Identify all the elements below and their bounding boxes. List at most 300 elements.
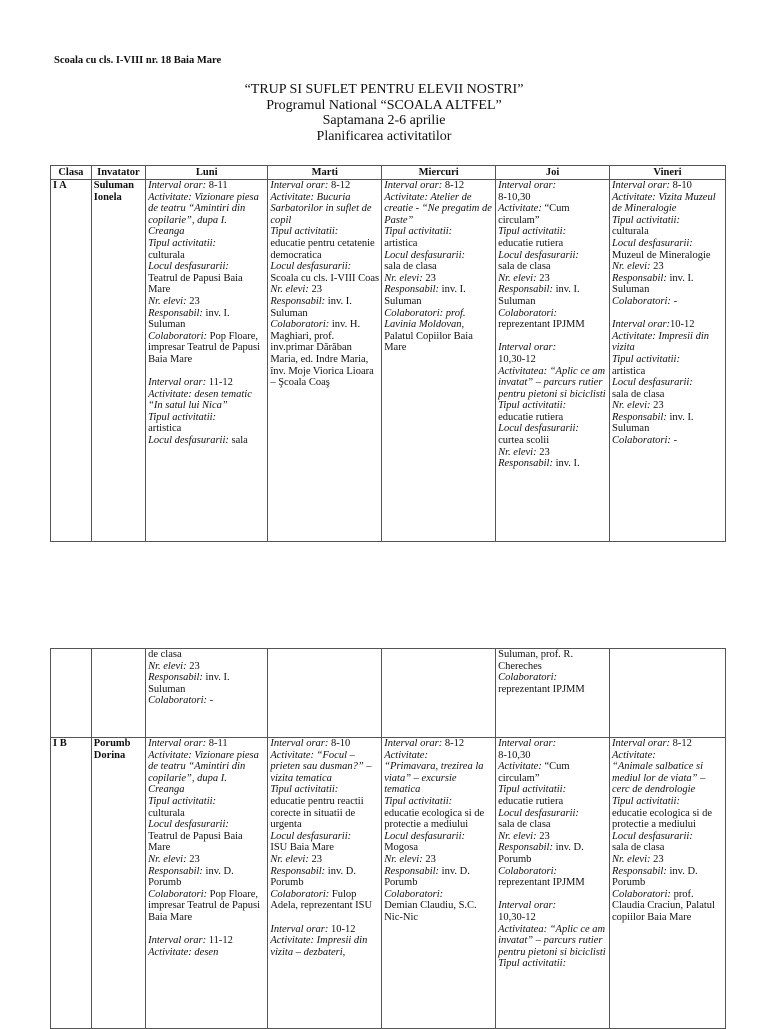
field-label: Colaboratori: <box>384 888 444 900</box>
activity-line <box>270 180 379 192</box>
field-label: Interval orar: <box>612 738 671 749</box>
cell-vineri <box>610 180 726 542</box>
field-value: 23 <box>650 261 664 273</box>
cell-invatator <box>91 180 145 542</box>
activity-line <box>498 203 607 226</box>
field-label: Activitate: Atelier de creatie - “Ne pregatim de Paste” <box>384 191 492 226</box>
field-label: Interval orar: <box>498 900 557 912</box>
activity-line <box>148 831 265 854</box>
activity-line <box>612 738 723 750</box>
activity-line <box>384 250 493 262</box>
field-label: Tipul activitatii: <box>612 214 680 226</box>
activity-line <box>270 273 379 285</box>
field-value: educatie pentru cetatenie democratica <box>270 237 375 261</box>
activity-line <box>384 284 493 307</box>
field-value: “Cum circulam” <box>498 761 570 784</box>
field-value: - <box>207 695 214 707</box>
field-label: Nr. elevi: <box>612 853 651 865</box>
field-value: inv. I. Suluman <box>612 272 694 296</box>
activity-line <box>498 284 607 307</box>
field-label: Tipul activitatii: <box>148 795 217 807</box>
activity-line <box>498 796 607 808</box>
field-label: Colaboratori: <box>498 865 558 877</box>
column-header-joi: Joi <box>496 166 610 180</box>
activity-line <box>270 831 379 843</box>
activity-line <box>384 750 493 762</box>
teacher-name-line: Dorina <box>93 749 126 761</box>
field-label: Locul desfasurarii: <box>612 830 693 842</box>
field-label: Activitate: Vizita Muzeul de Mineralogie <box>612 191 716 215</box>
cell-invatator <box>91 649 145 738</box>
activity-line <box>498 319 607 331</box>
program-title: “TRUP SI SUFLET PENTRU ELEVII NOSTRI” <box>244 82 524 97</box>
activity-line <box>270 738 379 750</box>
activity-line <box>270 866 379 889</box>
field-label: Tipul activitatii: <box>270 226 339 238</box>
line-gap <box>148 366 265 378</box>
activity-line <box>612 400 723 412</box>
field-value: 8-12 <box>670 738 692 749</box>
field-label: Activitate: Impresii din vizita – dezbateri, <box>270 935 368 958</box>
field-label: Interval orar: <box>612 319 671 331</box>
field-label: Colaboratori: <box>148 888 208 900</box>
activity-line <box>270 842 379 854</box>
field-value: Suluman, prof. R. Chereches <box>498 649 574 672</box>
field-value: educatie ecologica si de protectie a mediului <box>384 807 485 831</box>
field-label: Tipul activitatii: <box>384 226 453 238</box>
activity-line <box>498 819 607 831</box>
field-value: Muzeul de Mineralogie <box>612 249 711 261</box>
field-label: Activitate: <box>384 749 428 761</box>
field-label: Interval orar: <box>270 923 329 935</box>
cell-miercuri <box>382 738 496 1029</box>
activity-line <box>270 226 379 238</box>
activity-line <box>612 331 723 354</box>
activity-line <box>612 192 723 215</box>
activity-line <box>612 296 723 308</box>
table-header-row <box>51 166 726 180</box>
field-label: Responsabil: <box>498 842 553 854</box>
activity-line <box>270 924 379 936</box>
field-label: Responsabil: <box>148 307 203 319</box>
activity-line <box>498 192 607 204</box>
activity-line <box>612 866 723 889</box>
field-label: Activitatea: “Aplic ce am invatat” – parcurs rutier pentru pietoni si biciclisti <box>498 923 606 958</box>
field-label: Colaboratori: <box>270 888 330 900</box>
activity-line <box>498 238 607 250</box>
cell-luni <box>146 180 268 542</box>
activity-line <box>384 761 493 796</box>
field-value: Mogosa <box>384 842 419 854</box>
activity-line <box>498 250 607 262</box>
column-header-invatator: Invatator <box>91 166 145 180</box>
field-value: culturala <box>612 226 649 238</box>
field-value: 8-10,30 <box>498 191 531 203</box>
field-value: sala de clasa <box>612 388 665 400</box>
field-value: “Cum circulam” <box>498 203 570 226</box>
activity-line <box>148 649 265 661</box>
field-value: inv. D. Porumb <box>612 865 698 889</box>
activity-line <box>612 377 723 389</box>
activity-line <box>612 215 723 227</box>
field-label: Nr. elevi: <box>148 295 187 307</box>
field-value: artistica <box>384 237 418 249</box>
field-label: Activitate: “Focul – prieten sau dusman?” –vizita tematica <box>270 749 372 784</box>
activity-line <box>498 784 607 796</box>
line-gap <box>498 331 607 343</box>
activity-line <box>148 738 265 750</box>
activity-line <box>612 261 723 273</box>
activity-line <box>148 808 265 820</box>
program-subtitle: Programul National “SCOALA ALTFEL” <box>266 97 502 113</box>
field-value: inv. D. Porumb <box>498 842 584 865</box>
activity-line <box>612 238 723 250</box>
field-value: artistica <box>612 365 646 377</box>
activity-line <box>498 354 607 366</box>
week-label: Saptamana 2-6 aprilie <box>322 113 446 128</box>
activity-line <box>612 250 723 262</box>
field-label: Responsabil: <box>148 865 203 877</box>
line-gap <box>612 308 723 320</box>
activity-line <box>384 808 493 831</box>
field-label: Tipul activitatii: <box>612 795 680 807</box>
field-value: 23 <box>186 660 200 672</box>
activity-line <box>148 866 265 889</box>
activity-line <box>384 854 493 866</box>
field-value: 8-11 <box>206 738 228 749</box>
activity-line <box>148 889 265 924</box>
field-label: Colaboratori: <box>612 888 671 900</box>
activity-line <box>612 273 723 296</box>
activity-line <box>384 180 493 192</box>
field-label: Interval orar: <box>498 342 557 354</box>
column-header-luni: Luni <box>146 166 268 180</box>
activity-line <box>498 831 607 843</box>
activity-line <box>498 672 607 684</box>
cell-vineri <box>610 649 726 738</box>
field-label: Tipul activitatii: <box>148 237 217 249</box>
field-value: 23 <box>650 853 664 865</box>
column-header-clasa: Clasa <box>51 166 92 180</box>
activity-line <box>498 400 607 412</box>
field-label: Nr. elevi: <box>612 400 651 412</box>
field-label: Responsabil: <box>612 272 667 284</box>
activity-line <box>148 695 265 707</box>
field-label: Colaboratori: <box>270 319 330 331</box>
field-value: 23 <box>536 272 550 284</box>
activity-line <box>270 784 379 796</box>
field-label: Activitatea: “Aplic ce am invatat” – parcurs rutier pentru pietoni si biciclisti <box>498 365 606 400</box>
field-value: inv. I. Suluman <box>384 284 466 307</box>
field-value: Palatul Copiilor Baia Mare <box>384 330 473 354</box>
activity-line <box>498 447 607 459</box>
field-label: Locul desfasurarii: <box>148 819 229 831</box>
field-label: Locul desfasurarii: <box>148 261 229 273</box>
activity-line <box>148 412 265 424</box>
activity-line <box>148 435 265 447</box>
teacher-name-line: Suluman <box>93 180 135 191</box>
activity-line <box>498 958 607 970</box>
activity-line <box>384 889 493 901</box>
activity-line <box>148 672 265 695</box>
activity-line <box>270 261 379 273</box>
activity-line <box>612 842 723 854</box>
activity-line <box>270 284 379 296</box>
line-gap <box>270 912 379 924</box>
activity-line <box>148 192 265 238</box>
field-value: 10,30-12 <box>498 353 536 365</box>
field-label: Interval orar: <box>498 180 557 191</box>
plan-label: Planificarea activitatilor <box>316 128 452 144</box>
activity-line <box>148 947 265 959</box>
field-label: Colaboratori: <box>148 695 208 707</box>
cell-miercuri <box>382 180 496 542</box>
activity-line <box>270 889 379 912</box>
teacher-name-line: Porumb <box>93 738 131 749</box>
activity-line <box>148 273 265 296</box>
activity-line <box>498 308 607 320</box>
field-label: Nr. elevi: <box>612 261 651 273</box>
activity-line <box>612 319 723 331</box>
field-value: ISU Baia Mare <box>270 842 334 854</box>
activity-line <box>498 924 607 959</box>
field-label: Responsabil: <box>498 284 553 296</box>
activity-line <box>270 238 379 261</box>
field-label: Locul desfasurarii: <box>270 830 352 842</box>
cell-invatator <box>91 738 145 1029</box>
field-label: Colaboratori: <box>612 295 671 307</box>
field-value: reprezentant IPJMM <box>498 683 585 695</box>
field-value: 10,30-12 <box>498 911 536 923</box>
field-value: sala de clasa <box>498 261 551 273</box>
cell-joi <box>496 738 610 1029</box>
field-label: Colaboratori: <box>148 330 208 342</box>
activity-line <box>384 226 493 238</box>
activity-line <box>148 423 265 435</box>
field-label: Interval orar: <box>148 935 207 947</box>
activity-line <box>384 900 493 923</box>
activity-line <box>612 854 723 866</box>
field-value: 8-12 <box>328 180 351 191</box>
activity-line <box>270 319 379 389</box>
field-label: Nr. elevi: <box>270 853 309 865</box>
field-value: culturala <box>148 807 185 819</box>
activity-line <box>384 238 493 250</box>
field-value: sala de clasa <box>612 842 665 854</box>
field-label: Nr. elevi: <box>498 830 537 842</box>
field-value: curtea scolii <box>498 435 550 447</box>
field-value: 8-10 <box>670 180 692 191</box>
field-value: Teatrul de Papusi Baia Mare <box>148 830 243 854</box>
field-value: inv. D. Porumb <box>384 865 470 889</box>
activity-line <box>498 808 607 820</box>
field-label: Nr. elevi: <box>384 853 423 865</box>
line-gap <box>498 889 607 901</box>
teacher-name-line: Ionela <box>93 191 122 203</box>
field-value: inv. I. Suluman <box>612 411 694 435</box>
field-label: Locul desfasurarii: <box>384 830 466 842</box>
field-label: Activitate: Impresii din vizita <box>612 330 710 354</box>
cell-clasa: I B <box>51 738 92 1029</box>
cell-marti <box>268 738 382 1029</box>
field-value: reprezentant IPJMM <box>498 877 585 889</box>
field-label: Interval orar: <box>384 738 443 749</box>
field-value: inv. I. Suluman <box>270 295 352 319</box>
cell-luni <box>146 649 268 738</box>
cell-joi <box>496 649 610 738</box>
activity-line <box>498 900 607 912</box>
field-value: 23 <box>186 853 200 865</box>
activity-line <box>384 273 493 285</box>
activity-line <box>270 796 379 831</box>
field-value: - <box>670 435 678 447</box>
line-gap <box>148 924 265 936</box>
activity-line <box>498 684 607 696</box>
column-header-marti: Marti <box>268 166 382 180</box>
activity-line <box>612 366 723 378</box>
cell-clasa <box>51 649 92 738</box>
field-label: Responsabil: <box>498 458 553 470</box>
cell-luni <box>146 738 268 1029</box>
field-label: Interval orar: <box>270 738 329 749</box>
activity-line <box>148 819 265 831</box>
activity-line <box>384 866 493 889</box>
schedule-table-page-2 <box>50 648 726 1029</box>
column-header-vineri: Vineri <box>610 166 726 180</box>
field-label: Nr. elevi: <box>384 272 423 284</box>
field-label: Interval orar: <box>148 738 207 749</box>
field-label: Colaboratori: <box>498 672 558 684</box>
activity-line <box>384 261 493 273</box>
field-label: Tipul activitatii: <box>148 411 217 423</box>
field-label: Activitate: Bucuria Sarbatorilor in suflet de copil <box>270 191 372 226</box>
field-label: Activitate: <box>498 203 542 215</box>
activity-line <box>612 761 723 796</box>
cell-clasa: I A <box>51 180 92 542</box>
field-label: Nr. elevi: <box>270 284 309 296</box>
activity-line <box>498 877 607 889</box>
activity-line <box>384 738 493 750</box>
field-label: Interval orar: <box>612 180 671 191</box>
field-value: sala de clasa <box>498 819 551 831</box>
activity-line <box>148 180 265 192</box>
field-label: Responsabil: <box>270 865 326 877</box>
activity-line <box>498 649 607 672</box>
field-value: educatie rutiera <box>498 237 564 249</box>
field-value: sala de clasa <box>384 261 437 273</box>
activity-line <box>498 750 607 762</box>
field-value: 8-10,30 <box>498 749 531 761</box>
field-label: Responsabil: <box>148 672 203 684</box>
cell-miercuri <box>382 649 496 738</box>
field-label: Responsabil: <box>384 284 440 296</box>
field-value: 23 <box>308 284 322 296</box>
field-label: Nr. elevi: <box>148 853 187 865</box>
field-value: 11-12 <box>206 377 233 389</box>
table-row <box>51 649 726 738</box>
field-label: Responsabil: <box>384 865 440 877</box>
field-label: Tipul activitatii: <box>270 784 339 796</box>
cell-joi <box>496 180 610 542</box>
field-value: 8-11 <box>206 180 228 191</box>
activity-line <box>498 180 607 192</box>
activity-line <box>384 796 493 808</box>
field-value: Scoala cu cls. I-VIII Coas <box>270 272 380 284</box>
activity-line <box>384 842 493 854</box>
field-label: Locul desfasurarii: <box>498 807 579 819</box>
document-title-block <box>0 82 768 144</box>
field-label: Activitate: <box>612 749 656 761</box>
field-value: educatie rutiera <box>498 411 564 423</box>
field-label: Tipul activitatii: <box>498 784 567 796</box>
field-label: Tipul activitatii: <box>498 958 567 970</box>
field-label: Nr. elevi: <box>498 446 537 458</box>
field-value: inv. I. <box>552 458 580 470</box>
activity-line <box>148 238 265 250</box>
field-value: culturala <box>148 249 185 261</box>
field-value: artistica <box>148 423 182 435</box>
table-row <box>51 180 726 542</box>
field-label: Interval orar: <box>384 180 443 191</box>
activity-line <box>384 192 493 227</box>
field-value: 10-12 <box>670 319 695 331</box>
activity-line <box>498 435 607 447</box>
field-label: Responsabil: <box>612 411 667 423</box>
field-value: 23 <box>422 853 436 865</box>
activity-line <box>270 854 379 866</box>
field-label: Activitate: Vizionare piesa de teatru “Amintiri din copilarie”, dupa I. Creanga <box>148 749 259 796</box>
field-value: 23 <box>536 830 550 842</box>
activity-line <box>612 226 723 238</box>
activity-line <box>270 296 379 319</box>
activity-line <box>148 331 265 366</box>
activity-line <box>148 661 265 673</box>
activity-line <box>148 389 265 412</box>
activity-line <box>612 750 723 762</box>
field-label: Tipul activitatii: <box>384 795 453 807</box>
field-value: 8-12 <box>442 180 465 191</box>
field-label: Locul desfasurarii: <box>384 249 466 261</box>
field-value: 23 <box>422 272 436 284</box>
field-value: educatie pentru reactii corecte in situatii de urgenta <box>270 795 364 831</box>
schedule-table-page-1 <box>50 165 726 542</box>
activity-line <box>148 261 265 273</box>
field-value: inv. D. Porumb <box>148 865 234 889</box>
field-label: Activitate: <box>498 761 542 773</box>
activity-line <box>148 308 265 331</box>
field-label: “Primavara, trezirea la viata” – excursie tematica <box>384 761 484 796</box>
activity-line <box>612 831 723 843</box>
activity-line <box>498 366 607 401</box>
field-label: Tipul activitatii: <box>612 353 680 365</box>
activity-line <box>270 750 379 785</box>
activity-line <box>612 354 723 366</box>
column-header-miercuri: Miercuri <box>382 166 496 180</box>
activity-line <box>498 273 607 285</box>
activity-line <box>612 435 723 447</box>
activity-line <box>384 331 493 354</box>
field-value: 10-12 <box>328 923 356 935</box>
school-name: Scoala cu cls. I-VIII nr. 18 Baia Mare <box>54 55 222 66</box>
field-label: Tipul activitatii: <box>498 400 567 412</box>
activity-line <box>498 226 607 238</box>
activity-line <box>498 761 607 784</box>
field-value: Teatrul de Papusi Baia Mare <box>148 272 243 296</box>
cell-marti <box>268 649 382 738</box>
field-value: 23 <box>186 295 200 307</box>
field-label: Interval orar: <box>148 377 207 389</box>
activity-line <box>384 308 493 331</box>
